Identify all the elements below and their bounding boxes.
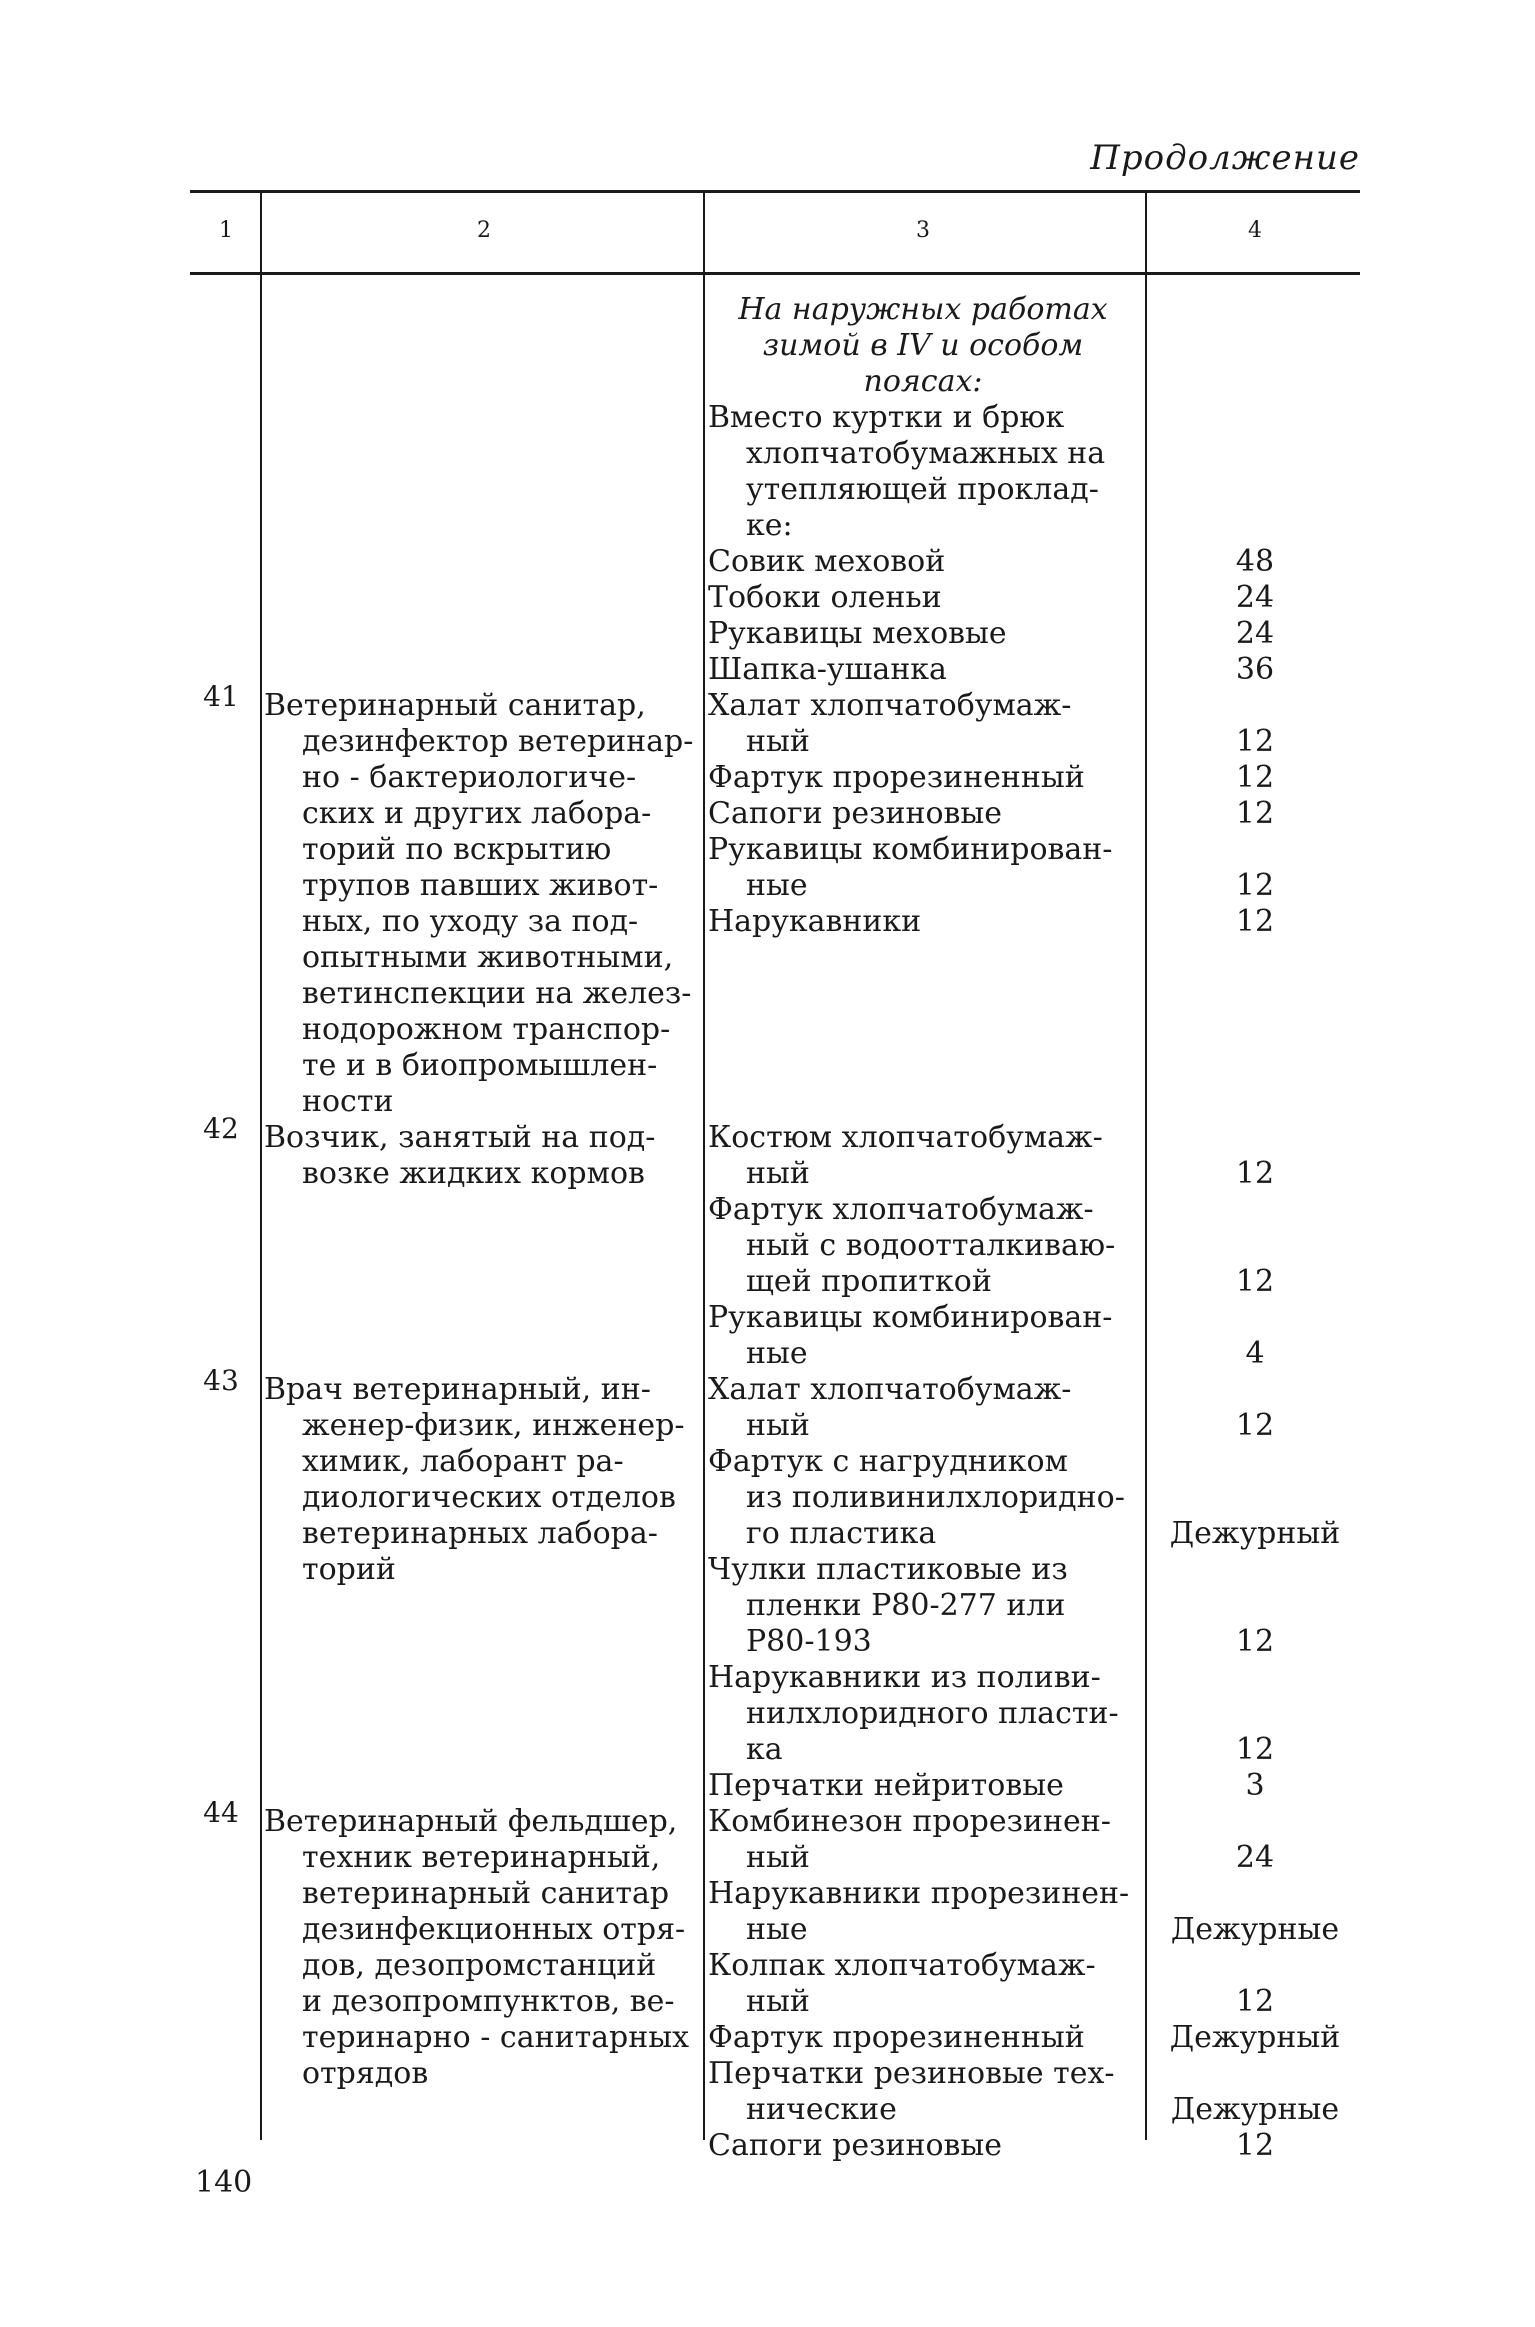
item-qty: 12 bbox=[1235, 868, 1275, 903]
row-number: 44 bbox=[203, 1796, 239, 1829]
qty-spacer bbox=[1150, 1120, 1360, 1156]
intro-lead-line: Вместо куртки и брюк bbox=[708, 400, 1065, 435]
item-line: Халат хлопчатобумаж- bbox=[708, 688, 1072, 723]
column-divider-3 bbox=[1145, 190, 1147, 2140]
item-line: ка bbox=[746, 1732, 783, 1767]
row-number: 42 bbox=[203, 1112, 239, 1145]
item-line: Фартук хлопчатобумаж- bbox=[708, 1192, 1094, 1227]
profession-line: техник ветеринарный, bbox=[302, 1840, 661, 1875]
intro-lead-line: утепляющей проклад- bbox=[746, 472, 1099, 507]
qty-spacer bbox=[1150, 1588, 1360, 1624]
row-number: 43 bbox=[203, 1364, 239, 1397]
qty-spacer bbox=[1150, 1876, 1360, 1912]
item-line: Сапоги резиновые bbox=[708, 796, 1003, 831]
intro-title-line: поясах: bbox=[863, 364, 983, 399]
profession-line: трупов павших живот- bbox=[302, 868, 659, 903]
item-line: Сапоги резиновые bbox=[708, 2128, 1003, 2163]
profession-line: ных, по уходу за под- bbox=[302, 904, 639, 939]
profession-line: Возчик, занятый на под- bbox=[264, 1120, 656, 1155]
profession-line: те и в биопромышлен- bbox=[302, 1048, 658, 1083]
qty-spacer bbox=[1150, 1372, 1360, 1408]
profession-line: нодорожном транспор- bbox=[302, 1012, 671, 1047]
item-qty: Дежурные bbox=[1170, 2092, 1340, 2127]
item-line: ные bbox=[746, 1336, 808, 1371]
profession-line: возке жидких кормов bbox=[302, 1156, 645, 1191]
qty-spacer bbox=[1150, 832, 1360, 868]
profession-line: Ветеринарный санитар, bbox=[264, 688, 646, 723]
item-qty: 24 bbox=[1235, 580, 1275, 615]
item-line: Нарукавники из поливи- bbox=[708, 1660, 1101, 1695]
item-line: Фартук прорезиненный bbox=[708, 760, 1085, 795]
item-name: Совик меховой bbox=[708, 544, 946, 579]
intro-quantities bbox=[1150, 544, 1360, 688]
profession-line: теринарно - санитарных bbox=[302, 2020, 690, 2055]
row-number: 41 bbox=[203, 680, 239, 713]
qty-spacer bbox=[1150, 1660, 1360, 1696]
item-qty: 12 bbox=[1235, 1156, 1275, 1191]
item-line: Колпак хлопчатобумаж- bbox=[708, 1948, 1096, 1983]
column-header-2: 2 bbox=[477, 218, 491, 243]
item-line: Нарукавники bbox=[708, 904, 922, 939]
column-header-4: 4 bbox=[1248, 218, 1262, 243]
profession-line: дезинфектор ветеринар- bbox=[302, 724, 694, 759]
item-qty: 24 bbox=[1235, 616, 1275, 651]
item-line: ные bbox=[746, 868, 808, 903]
profession-line: женер-физик, инженер- bbox=[302, 1408, 685, 1443]
item-qty: Дежурные bbox=[1170, 1912, 1340, 1947]
profession-line: ветеринарных лабора- bbox=[302, 1516, 658, 1551]
intro-block bbox=[708, 292, 1138, 688]
intro-lead-line: хлопчатобумажных на bbox=[746, 436, 1106, 471]
qty-spacer bbox=[1150, 688, 1360, 724]
profession-line: диологических отделов bbox=[302, 1480, 676, 1515]
profession-line: торий bbox=[302, 1552, 396, 1587]
qty-spacer bbox=[1150, 1696, 1360, 1732]
row-quantities bbox=[1150, 1804, 1360, 2164]
item-line: Перчатки нейритовые bbox=[708, 1768, 1064, 1803]
qty-spacer bbox=[1150, 1948, 1360, 1984]
column-header-3: 3 bbox=[916, 218, 930, 243]
qty-spacer bbox=[1150, 1192, 1360, 1228]
item-qty: 12 bbox=[1235, 724, 1275, 759]
item-qty: 36 bbox=[1235, 652, 1275, 687]
column-header-1: 1 bbox=[219, 218, 233, 243]
item-qty: 12 bbox=[1235, 1732, 1275, 1767]
item-qty: 12 bbox=[1235, 796, 1275, 831]
row-quantities bbox=[1150, 1120, 1360, 1372]
profession-line: дов, дезопромстанций bbox=[302, 1948, 657, 1983]
qty-spacer bbox=[1150, 1228, 1360, 1264]
qty-spacer bbox=[1150, 1444, 1360, 1480]
profession-line: ских и других лабора- bbox=[302, 796, 652, 831]
item-line: ный bbox=[746, 1408, 810, 1443]
qty-spacer bbox=[1150, 1552, 1360, 1588]
row-items bbox=[708, 1804, 1138, 2164]
profession-line: Ветеринарный фельдшер, bbox=[264, 1804, 678, 1839]
item-line: нилхлоридного пласти- bbox=[746, 1696, 1119, 1731]
profession-line: опытными животными, bbox=[302, 940, 674, 975]
item-qty: 12 bbox=[1235, 1408, 1275, 1443]
item-line: Рукавицы комбинирован- bbox=[708, 1300, 1113, 1335]
row-quantities bbox=[1150, 688, 1360, 940]
item-qty: 12 bbox=[1235, 1264, 1275, 1299]
item-line: Рукавицы комбинирован- bbox=[708, 832, 1113, 867]
table-top-rule bbox=[190, 190, 1360, 193]
row-items bbox=[708, 1120, 1138, 1372]
row-profession bbox=[264, 1804, 704, 2092]
item-line: ный bbox=[746, 724, 810, 759]
item-qty: 12 bbox=[1235, 760, 1275, 795]
item-line: щей пропиткой bbox=[746, 1264, 992, 1299]
item-qty: 4 bbox=[1245, 1336, 1265, 1371]
row-profession bbox=[264, 1120, 704, 1192]
item-line: Нарукавники прорезинен- bbox=[708, 1876, 1130, 1911]
item-line: Халат хлопчатобумаж- bbox=[708, 1372, 1072, 1407]
profession-line: ветинспекции на желез- bbox=[302, 976, 692, 1011]
item-line: Костюм хлопчатобумаж- bbox=[708, 1120, 1103, 1155]
item-line: Перчатки резиновые тех- bbox=[708, 2056, 1115, 2091]
item-line: ный bbox=[746, 1984, 810, 2019]
item-name: Рукавицы меховые bbox=[708, 616, 1007, 651]
item-line: го пластика bbox=[746, 1516, 937, 1551]
profession-line: Врач ветеринарный, ин- bbox=[264, 1372, 651, 1407]
item-qty: 3 bbox=[1245, 1768, 1265, 1803]
row-profession bbox=[264, 688, 704, 1120]
table-header-rule bbox=[190, 272, 1360, 275]
qty-spacer bbox=[1150, 1804, 1360, 1840]
qty-spacer bbox=[1150, 1480, 1360, 1516]
item-line: Фартук прорезиненный bbox=[708, 2020, 1085, 2055]
item-qty: Дежурный bbox=[1169, 1516, 1341, 1551]
profession-line: и дезопромпунктов, ве- bbox=[302, 1984, 675, 2019]
intro-title-line: зимой в IV и особом bbox=[762, 328, 1084, 363]
row-items bbox=[708, 688, 1138, 940]
profession-line: отрядов bbox=[302, 2056, 429, 2091]
item-line: Комбинезон прорезинен- bbox=[708, 1804, 1111, 1839]
item-line: ный bbox=[746, 1840, 810, 1875]
row-items bbox=[708, 1372, 1138, 1804]
row-profession bbox=[264, 1372, 704, 1588]
item-line: Чулки пластиковые из bbox=[708, 1552, 1068, 1587]
intro-title-line: На наружных работах bbox=[738, 292, 1108, 327]
item-line: из поливинилхлоридно- bbox=[746, 1480, 1125, 1515]
profession-line: дезинфекционных отря- bbox=[302, 1912, 686, 1947]
item-line: ные bbox=[746, 1912, 808, 1947]
item-qty: 12 bbox=[1235, 1624, 1275, 1659]
qty-spacer bbox=[1150, 2056, 1360, 2092]
item-qty: 12 bbox=[1235, 2128, 1275, 2163]
row-quantities bbox=[1150, 1372, 1360, 1804]
item-name: Тобоки оленьи bbox=[708, 580, 942, 615]
profession-line: торий по вскрытию bbox=[302, 832, 612, 867]
page-number: 140 bbox=[195, 2165, 253, 2200]
item-qty: 48 bbox=[1235, 544, 1275, 579]
item-qty: 24 bbox=[1235, 1840, 1275, 1875]
item-line: пленки Р80-277 или bbox=[746, 1588, 1066, 1623]
item-name: Шапка-ушанка bbox=[708, 652, 947, 687]
intro-lead-line: ке: bbox=[746, 508, 793, 543]
profession-line: ветеринарный санитар bbox=[302, 1876, 670, 1911]
profession-line: химик, лаборант ра- bbox=[302, 1444, 624, 1479]
column-divider-1 bbox=[260, 190, 262, 2140]
continued-label: Продолжение bbox=[1090, 138, 1360, 178]
profession-line: ности bbox=[302, 1084, 394, 1119]
item-line: ный с водоотталкиваю- bbox=[746, 1228, 1116, 1263]
item-line: Р80-193 bbox=[746, 1624, 872, 1659]
item-line: Фартук с нагрудником bbox=[708, 1444, 1068, 1479]
item-line: нические bbox=[746, 2092, 897, 2127]
item-qty: Дежурный bbox=[1169, 2020, 1341, 2055]
item-line: ный bbox=[746, 1156, 810, 1191]
item-qty: 12 bbox=[1235, 1984, 1275, 2019]
profession-line: но - бактериологиче- bbox=[302, 760, 637, 795]
qty-spacer bbox=[1150, 1300, 1360, 1336]
item-qty: 12 bbox=[1235, 904, 1275, 939]
